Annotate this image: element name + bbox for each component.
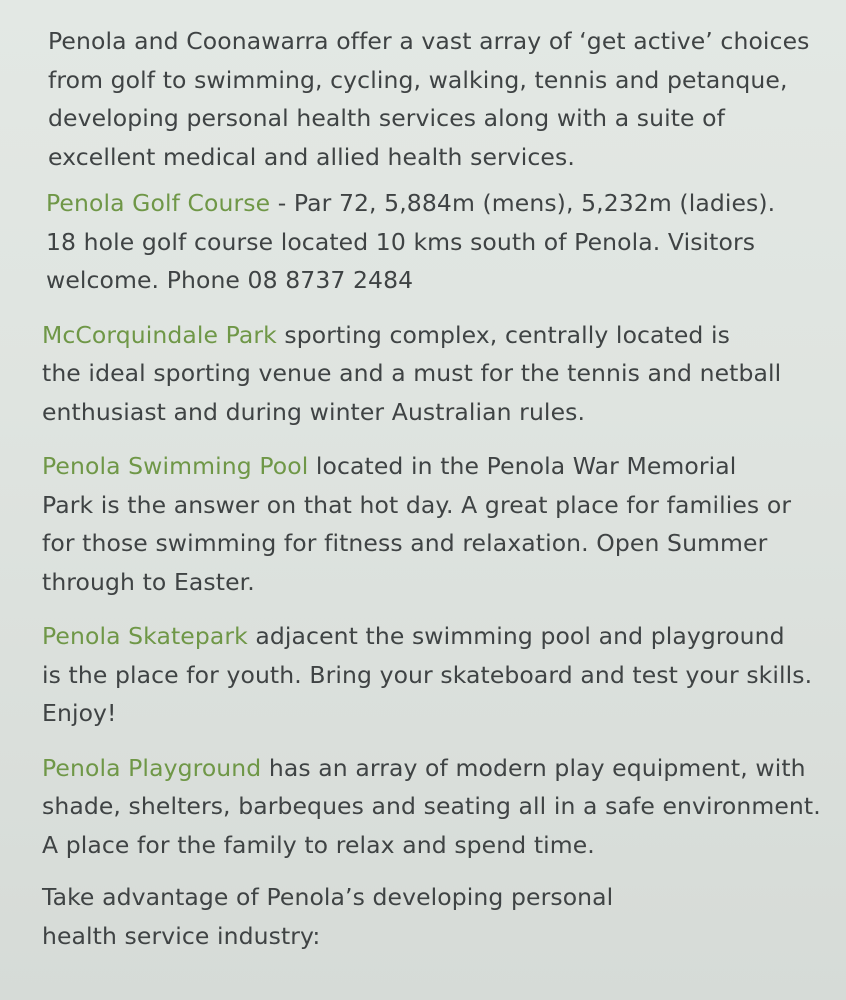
golf-course-heading: Penola Golf Course (46, 189, 271, 217)
golf-course-text: - Par 72, 5,884m (mens), 5,232m (ladies). (270, 189, 776, 217)
text-line: Park is the answer on that hot day. A great place for families or (42, 490, 792, 519)
playground-heading: Penola Playground (42, 753, 262, 782)
mccorquindale-park-text: sporting complex, centrally located is (276, 320, 730, 349)
text-line (42, 316, 818, 355)
text-line: is the place for youth. Bring your skateboard and test your skills. (42, 660, 813, 689)
text-line: Enjoy! (42, 699, 117, 727)
skatepark-heading: Penola Skatepark (42, 622, 248, 650)
text-line: A place for the family to relax and spend time. (42, 830, 595, 859)
text-line: 18 hole golf course located 10 kms south of Penola. Visitors (46, 227, 756, 256)
mccorquindale-park-paragraph (42, 316, 818, 432)
text-line: health service industry: (42, 921, 321, 950)
swimming-pool-heading: Penola Swimming Pool (42, 452, 309, 480)
text-line: excellent medical and allied health services. (48, 142, 575, 171)
text-line: Penola and Coonawarra offer a vast array of ‘get active’ choices (48, 27, 810, 55)
playground-paragraph (42, 749, 821, 865)
text-line (42, 749, 818, 788)
skatepark-text: adjacent the swimming pool and playground (247, 622, 785, 650)
swimming-pool-paragraph (42, 447, 818, 601)
text-line: from golf to swimming, cycling, walking, tennis and petanque, (48, 65, 788, 94)
text-line: the ideal sporting venue and a must for the tennis and netball (42, 359, 782, 387)
health-services-paragraph (42, 878, 818, 955)
text-line: for those swimming for fitness and relaxation. Open Summer (42, 529, 768, 557)
text-line (42, 447, 818, 486)
text-line: welcome. Phone 08 8737 2484 (46, 266, 414, 294)
text-line: through to Easter. (42, 567, 255, 596)
text-line: enthusiast and during winter Australian rules. (42, 397, 586, 426)
intro-paragraph (42, 22, 818, 176)
mccorquindale-park-heading: McCorquindale Park (42, 320, 277, 349)
text-line: shade, shelters, barbeques and seating all in a safe environment. (42, 792, 821, 820)
text-line (46, 184, 818, 223)
playground-text: has an array of modern play equipment, with (261, 753, 806, 782)
text-line: Take advantage of Penola’s developing personal (42, 883, 614, 911)
skatepark-paragraph (42, 617, 818, 733)
text-line: developing personal health services along with a suite of (48, 104, 726, 132)
golf-course-paragraph (42, 184, 818, 300)
swimming-pool-text: located in the Penola War Memorial (308, 452, 737, 480)
text-line (42, 617, 818, 656)
